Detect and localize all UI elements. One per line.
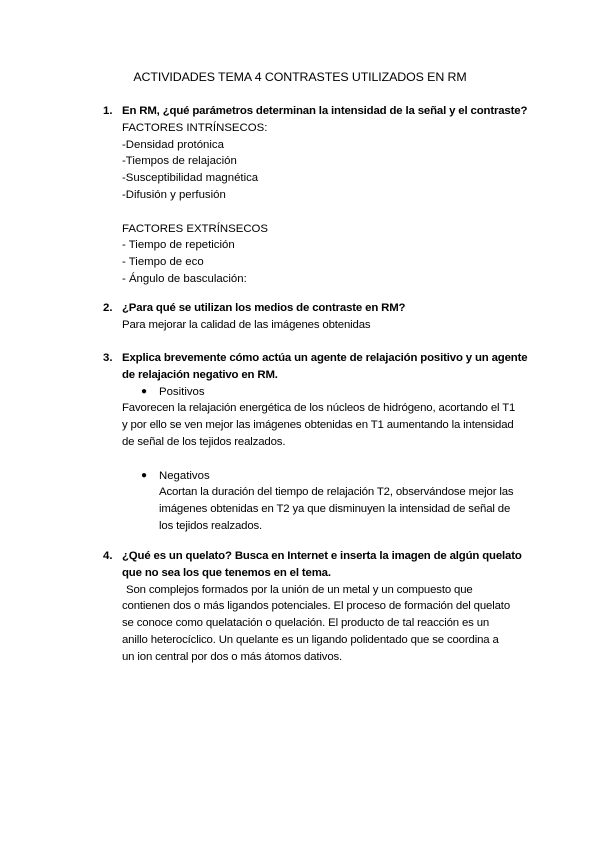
- bullet-icon: ●: [141, 469, 148, 481]
- bullet-positive: [122, 384, 523, 401]
- question-text: ¿Para qué se utilizan los medios de contraste en RM?: [122, 302, 406, 314]
- list-item: -Tiempos de relajación: [122, 155, 237, 168]
- list-item: - Ángulo de basculación:: [122, 272, 247, 285]
- page-title: ACTIVIDADES TEMA 4 CONTRASTES UTILIZADOS EN RM: [133, 70, 467, 84]
- question-number: 4.: [103, 550, 113, 562]
- bullet-negative: [122, 468, 523, 485]
- list-item: -Susceptibilidad magnética: [122, 172, 259, 185]
- question-3: [103, 350, 528, 535]
- question-number: 3.: [103, 352, 113, 364]
- question-number: 1.: [103, 105, 113, 117]
- bullet-label: Positivos: [159, 385, 205, 398]
- answer-line: imágenes obtenidas en T2 ya que disminuyen la intensidad de señal de: [159, 503, 511, 516]
- answer-line: los tejidos realzados.: [159, 519, 263, 532]
- answer-text: Para mejorar la calidad de las imágenes obtenidas: [122, 318, 371, 331]
- list-item: -Densidad protónica: [122, 138, 224, 151]
- extrinsic-heading: FACTORES EXTRÍNSECOS: [122, 222, 268, 235]
- answer-line: y por ello se ven mejor las imágenes obtenidas en T1 aumentando la intensidad: [122, 419, 514, 432]
- question-text: En RM, ¿qué parámetros determinan la intensidad de la señal y el contraste?: [122, 105, 528, 117]
- answer-line: Acortan la duración del tiempo de relajación T2, observándose mejor las: [159, 486, 514, 499]
- answer-line: Favorecen la relajación energética de los núcleos de hidrógeno, acortando el T1: [122, 402, 516, 415]
- bullet-label: Negativos: [159, 469, 210, 482]
- question-4: [103, 548, 523, 666]
- question-text-line: ¿Qué es un quelato? Busca en Internet e inserta la imagen de algún quelato: [122, 550, 522, 562]
- answer-line: de señal de los tejidos realzados.: [122, 435, 286, 448]
- question-text-line: Explica brevemente cómo actúa un agente de relajación positivo y un agente: [122, 352, 528, 364]
- answer-line: Son complejos formados por la unión de un metal y un compuesto que: [126, 583, 473, 596]
- question-text-line: de relajación negativo en RM.: [122, 368, 278, 381]
- intrinsic-heading: FACTORES INTRÍNSECOS:: [122, 121, 268, 134]
- question-number: 2.: [103, 302, 113, 314]
- question-1: [103, 103, 528, 288]
- question-text-line: que no sea los que tenemos en el tema.: [122, 566, 331, 579]
- list-item: -Difusión y perfusión: [122, 188, 226, 201]
- answer-line: contienen dos o más ligandos potenciales. El proceso de formación del quelato: [122, 600, 511, 613]
- bullet-icon: ●: [141, 385, 148, 397]
- list-item: - Tiempo de eco: [122, 256, 204, 269]
- question-2: [103, 300, 523, 334]
- answer-line: se conoce como quelatación o quelación. El producto de tal reacción es un: [122, 617, 490, 630]
- answer-line: un ion central por dos o más átomos dativos.: [122, 650, 343, 663]
- list-item: - Tiempo de repetición: [122, 239, 235, 252]
- answer-line: anillo heterocíclico. Un quelante es un ligando polidentado que se coordina a: [122, 633, 499, 646]
